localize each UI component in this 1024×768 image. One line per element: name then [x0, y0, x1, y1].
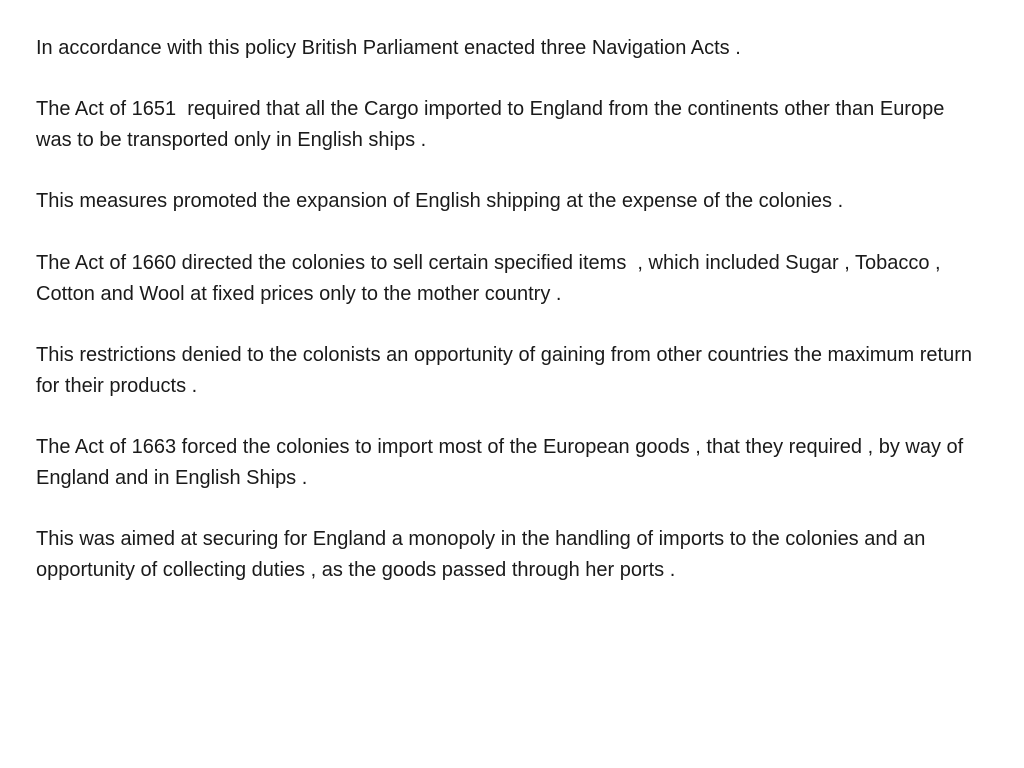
- paragraph-monopoly-aim: This was aimed at securing for England a monopoly in the handling of imports to the colonies and an opportunity of collecting duties , as the goods passed through her ports .: [36, 528, 931, 581]
- paragraph-act-1660: The Act of 1660 directed the colonies to sell certain specified items , which included Sugar , Tobacco , Cotton and Wool at fixed prices only to the mother country .: [36, 251, 947, 305]
- paragraph-restrictions: This restrictions denied to the colonists an opportunity of gaining from other countries the maximum return for their products .: [36, 343, 978, 397]
- paragraph-navigation-acts-intro: In accordance with this policy British Parliament enacted three Navigation Acts .: [36, 37, 741, 59]
- paragraph-act-1663: The Act of 1663 forced the colonies to import most of the European goods , that they required , by way of England and in English Ships .: [36, 436, 969, 489]
- paragraph-shipping-expansion: This measures promoted the expansion of English shipping at the expense of the colonies .: [36, 190, 844, 213]
- slide-body-text: [36, 33, 976, 586]
- paragraph-act-1651: The Act of 1651 required that all the Cargo imported to England from the continents other than Europe was to be transported only in English ships .: [36, 98, 950, 152]
